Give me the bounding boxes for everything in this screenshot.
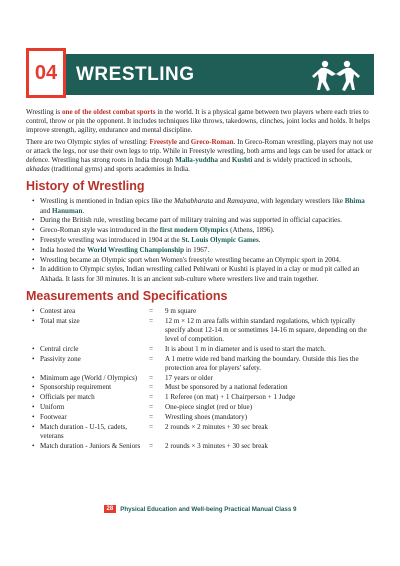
chapter-number-box bbox=[26, 48, 66, 98]
spec-row bbox=[26, 423, 374, 441]
text-span: and bbox=[218, 156, 232, 165]
text-span: and bbox=[213, 197, 227, 206]
highlight-oldest-combat: one of the oldest combat sports bbox=[61, 108, 156, 116]
spec-value: 2 rounds × 3 minutes + 30 sec break bbox=[165, 441, 268, 450]
highlight-greco-roman: Greco-Roman bbox=[190, 137, 234, 146]
spec-value: It is about 1 m in diameter and is used to start the match. bbox=[165, 344, 326, 353]
spec-value: 2 rounds × 2 minutes + 30 sec break bbox=[165, 422, 268, 431]
spec-equals: = bbox=[149, 344, 154, 353]
text-span: and is widely practiced in schools, bbox=[252, 156, 352, 165]
highlight-freestyle: Freestyle bbox=[149, 137, 177, 146]
highlight-kushti: Kushti bbox=[231, 156, 253, 165]
text-span: and bbox=[40, 206, 53, 215]
spec-label: • Footwear bbox=[40, 412, 67, 421]
page-footer bbox=[0, 503, 400, 515]
spec-label: • Uniform bbox=[40, 403, 65, 411]
history-heading: History of Wrestling bbox=[26, 179, 145, 194]
spec-label: • Officials per match bbox=[40, 393, 95, 402]
spec-equals: = bbox=[149, 403, 154, 411]
text-span: . bbox=[82, 206, 85, 215]
spec-equals: = bbox=[149, 412, 154, 421]
spec-value: Must be sponsored by a national federation bbox=[165, 383, 288, 392]
spec-row bbox=[26, 383, 374, 392]
page-content bbox=[26, 108, 374, 451]
italic-ramayana: Ramayana bbox=[226, 197, 258, 206]
history-item: • In addition to Olympic styles, Indian wrestling called Pehlwani or Kushti is played in a clay or mud pit called an Akhada. It lasts for 30 minutes. It is an ancient sub-culture where wrestlers live and train together. bbox=[32, 265, 374, 283]
highlight-hanuman: Hanuman bbox=[52, 206, 83, 215]
spec-value: 1 Referee (on mat) + 1 Chairperson + 1 Judge bbox=[165, 393, 296, 402]
spec-equals: = bbox=[149, 393, 154, 402]
spec-label: • Match duration - U-15, cadets, veterans bbox=[40, 422, 128, 440]
italic-mahabharata: Mahabharata bbox=[174, 197, 214, 206]
spec-value: Wrestling shoes (mandatory) bbox=[165, 412, 248, 421]
history-item bbox=[32, 236, 374, 245]
text-span: There are two Olympic styles of wrestling: bbox=[26, 137, 150, 146]
spec-value: A 1 metre wide red band marking the boundary. Outside this lies the protection area for players' safety. bbox=[165, 354, 359, 372]
text-span: . In Greco-Roman wrestling, players may not use or attack the legs, nor use their own legs to trip. While in Freestyle wrestling, both arms and legs can be used for attack or defence. Wrestling has strong roots in India through bbox=[26, 137, 374, 165]
spec-row bbox=[26, 317, 374, 345]
intro-paragraph-1 bbox=[26, 108, 374, 136]
history-item: • Wrestling became an Olympic sport when Women's freestyle wrestling became an Olympic sport in 2004. bbox=[32, 256, 374, 265]
spec-row bbox=[26, 355, 374, 373]
spec-label: • Match duration - Juniors & Seniors bbox=[40, 441, 141, 450]
text-span: India hosted the bbox=[40, 245, 88, 254]
text-span: Greco-Roman style was introduced in the bbox=[40, 226, 160, 235]
text-span: Wrestling is mentioned in Indian epics like the bbox=[40, 197, 175, 206]
intro-paragraph-2 bbox=[26, 138, 374, 175]
spec-row bbox=[26, 403, 374, 412]
spec-equals: = bbox=[149, 306, 154, 315]
history-list bbox=[26, 197, 374, 283]
spec-label: • Total mat size bbox=[40, 316, 80, 325]
spec-row bbox=[26, 442, 374, 451]
spec-equals: = bbox=[149, 441, 154, 450]
text-span: . bbox=[258, 236, 261, 245]
highlight-world-championship: World Wrestling Championship bbox=[87, 245, 185, 254]
spec-equals: = bbox=[149, 373, 154, 382]
spec-row bbox=[26, 393, 374, 402]
history-item: • During the British rule, wrestling became part of military training and was supported in official capacities. bbox=[32, 216, 374, 225]
highlight-malla-yuddha: Malla-yuddha bbox=[175, 156, 219, 165]
chapter-number: 04 bbox=[34, 61, 58, 84]
text-span: in the world. It is a physical game between two players where each tries to control, throw or pin the opponent. It includes techniques like throws, takedowns, clinches, joint locks and holds. It helps improve strength, agility, endurance and mental discipline. bbox=[26, 108, 370, 135]
spec-equals: = bbox=[149, 422, 154, 431]
spec-equals: = bbox=[149, 354, 154, 363]
spec-label: • Minimum age (World / Olympics) bbox=[40, 373, 138, 382]
text-span: Freestyle wrestling was introduced in 1904 at the bbox=[40, 236, 182, 245]
text-span: in 1967. bbox=[184, 245, 210, 254]
highlight-bhima: Bhima bbox=[344, 197, 365, 206]
text-span: Wrestling is bbox=[26, 108, 62, 116]
text-span: , with legendary wrestlers like bbox=[257, 197, 345, 206]
chapter-title: WRESTLING bbox=[76, 64, 195, 85]
specs-list bbox=[26, 307, 374, 451]
spec-value: One-piece singlet (red or blue) bbox=[165, 403, 253, 411]
footer-text: Physical Education and Well-being Practical Manual Class 9 bbox=[120, 505, 297, 513]
spec-value: 12 m × 12 m area falls within standard regulations, which typically specify about 12-14 m or sometimes 14-16 m square, depending on the level of competition. bbox=[165, 316, 367, 344]
italic-akhadas: akhadas bbox=[26, 165, 50, 174]
history-item bbox=[32, 226, 374, 235]
spec-row bbox=[26, 374, 374, 383]
specs-heading: Measurements and Specifications bbox=[26, 288, 228, 303]
spec-equals: = bbox=[149, 316, 154, 325]
spec-value: 17 years or older bbox=[165, 373, 213, 382]
history-item bbox=[32, 197, 374, 215]
text-span: and bbox=[176, 137, 191, 146]
spec-label: • Central circle bbox=[40, 344, 79, 353]
spec-label: • Passivity zone bbox=[40, 354, 81, 363]
spec-value: 9 m square bbox=[165, 306, 197, 315]
history-item bbox=[32, 246, 374, 255]
wrestlers-illustration-icon bbox=[306, 56, 366, 94]
spec-row bbox=[26, 413, 374, 422]
spec-equals: = bbox=[149, 383, 154, 392]
page-number: 28 bbox=[104, 505, 117, 513]
highlight-first-olympics: first modern Olympics bbox=[159, 226, 229, 235]
spec-row bbox=[26, 345, 374, 354]
highlight-st-louis: St. Louis Olympic Games bbox=[181, 236, 259, 245]
spec-label: • Sponsorship requirement bbox=[40, 383, 112, 392]
text-span: (Athens, 1896). bbox=[228, 226, 275, 235]
text-span: (traditional gyms) and sports academies in India. bbox=[49, 165, 190, 174]
spec-label: • Contest area bbox=[40, 306, 76, 315]
spec-row bbox=[26, 307, 374, 316]
